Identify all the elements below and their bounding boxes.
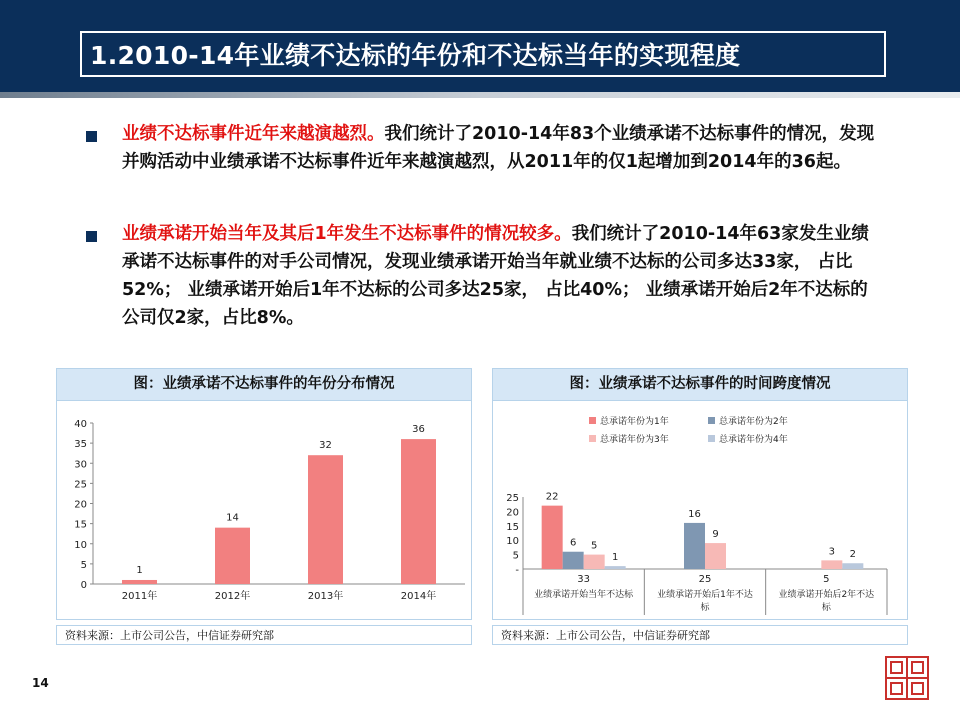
bar (842, 563, 863, 569)
y-tick-label: 35 (74, 439, 87, 451)
y-tick-label: - (515, 565, 519, 576)
bar (821, 560, 842, 569)
y-tick-label: 40 (74, 419, 87, 430)
y-tick-label: 20 (506, 507, 519, 519)
y-tick-label: 5 (512, 550, 519, 562)
y-tick-label: 25 (74, 479, 87, 491)
bullet-2-highlight: 业绩承诺开始当年及其后1年发生不达标事件的情况较多。 (122, 224, 572, 244)
chart-body (57, 400, 471, 619)
data-label: 32 (319, 440, 332, 452)
bullet-marker (86, 131, 97, 142)
category-total-label: 5 (823, 574, 830, 585)
header-divider (0, 92, 960, 98)
bar (705, 543, 726, 569)
legend-label: 总承诺年份为3年 (600, 435, 669, 445)
y-tick-label: 30 (74, 459, 87, 471)
data-label: 1 (611, 552, 619, 564)
source-note: 资料来源：上市公司公告，中信证券研究部 (492, 625, 908, 645)
chart-panel-span (492, 368, 908, 620)
bar (605, 566, 626, 569)
x-tick-label: 业绩承诺开始后2年不达 (778, 590, 875, 600)
bar (542, 506, 563, 569)
source-note: 资料来源：上市公司公告，中信证券研究部 (56, 625, 472, 645)
x-tick-label: 2012年 (214, 591, 251, 602)
y-tick-label: 5 (80, 559, 87, 571)
legend-label: 总承诺年份为1年 (600, 417, 669, 427)
x-tick-label: 业绩承诺开始当年不达标 (534, 590, 634, 600)
bar (308, 455, 343, 584)
data-label: 1 (136, 564, 143, 576)
y-tick-label: 10 (74, 539, 87, 551)
bullet-marker (86, 231, 97, 242)
x-tick-label: 2011年 (121, 591, 158, 602)
bar (215, 528, 250, 584)
bar (401, 439, 436, 584)
y-tick-label: 25 (506, 493, 519, 504)
legend-swatch (589, 435, 596, 442)
y-tick-label: 0 (80, 580, 87, 591)
x-tick-label: 标 (821, 603, 831, 613)
legend-label: 总承诺年份为4年 (719, 435, 788, 445)
bar (563, 552, 584, 569)
chart-panel-year (56, 368, 472, 620)
y-tick-label: 15 (74, 519, 87, 531)
span-bar-chart (493, 401, 907, 619)
data-label: 6 (569, 537, 577, 549)
bullet-1-highlight: 业绩不达标事件近年来越演越烈。 (122, 124, 385, 144)
x-tick-label: 2013年 (307, 591, 344, 602)
legend-swatch (708, 417, 715, 424)
bullet-2-text: 我们统计了2010-14年63家发生业绩承诺不达标事件的对手公司情况，发现业绩承诺开始当年就业绩不达标的公司多达33家， 占比52%； 业绩承诺开始后1年不达标的公司多达25家， 占比40%； 业绩承诺开始后2年不达标的公司仅2家，占比8%。 (122, 224, 869, 328)
x-tick-label: 2014年 (400, 591, 437, 602)
bullet-1-text: 我们统计了2010-14年83个业绩承诺不达标事件的情况，发现并购活动中业绩承诺不达标事件近年来越演越烈，从2011年的仅1起增加到2014年的36起。 (122, 124, 875, 172)
data-label: 5 (590, 540, 598, 552)
chart-title: 图：业绩承诺不达标事件的年份分布情况 (57, 369, 471, 400)
year-bar-chart (57, 401, 471, 619)
data-label: 3 (828, 546, 836, 558)
y-tick-label: 20 (74, 499, 87, 511)
y-tick-label: 10 (506, 536, 519, 548)
legend-label: 总承诺年份为2年 (719, 417, 788, 427)
citic-logo-icon (885, 656, 929, 700)
x-tick-label: 标 (700, 603, 710, 613)
y-tick-label: 15 (506, 521, 519, 533)
legend-swatch (589, 417, 596, 424)
bullet-1 (122, 120, 882, 176)
data-label: 2 (849, 549, 857, 561)
category-total-label: 33 (577, 574, 591, 585)
data-label: 36 (412, 424, 425, 436)
category-total-label: 25 (698, 574, 712, 585)
slide-title: 1.2010-14年业绩不达标的年份和不达标当年的实现程度 (90, 41, 741, 70)
bar (684, 523, 705, 569)
bullet-2 (122, 220, 882, 332)
data-label: 22 (545, 491, 559, 503)
data-label: 14 (226, 512, 239, 524)
data-label: 16 (688, 508, 701, 520)
bar (584, 555, 605, 569)
page-number: 14 (32, 676, 49, 690)
x-tick-label: 业绩承诺开始后1年不达 (657, 590, 753, 600)
chart-body (493, 400, 907, 619)
legend-swatch (708, 435, 715, 442)
bar (122, 580, 157, 584)
chart-title: 图：业绩承诺不达标事件的时间跨度情况 (493, 369, 907, 400)
data-label: 9 (712, 529, 719, 541)
